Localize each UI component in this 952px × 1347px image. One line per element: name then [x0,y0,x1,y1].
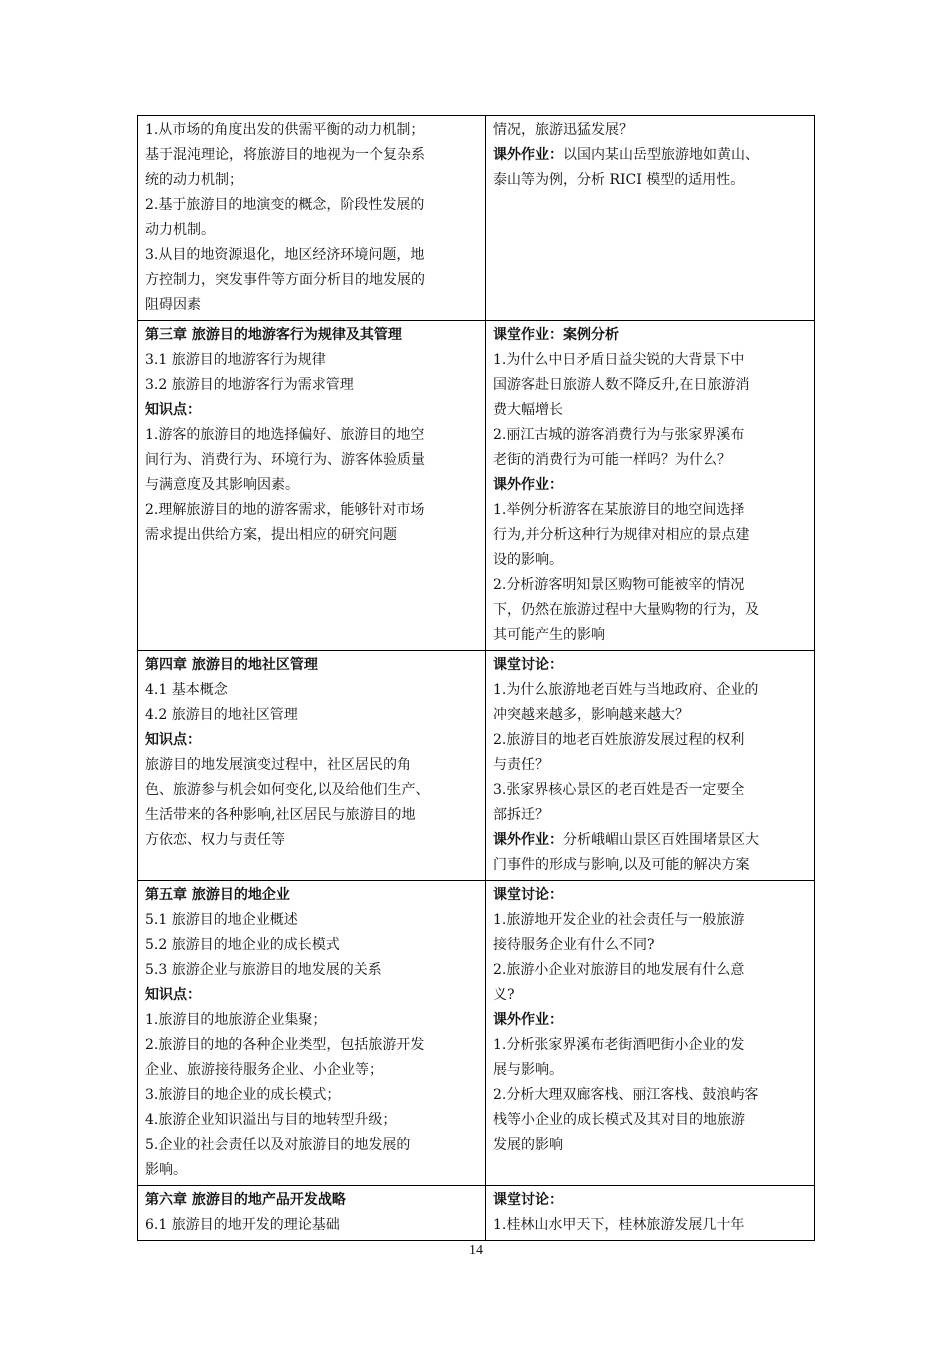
text-line [493,548,808,573]
line-text: 1.为什么旅游地老百姓与当地政府、企业的 [493,682,759,698]
line-text: 国游客赴日旅游人数不降反升,在日旅游消 [493,377,750,393]
line-text: 4.1 基本概念 [145,682,228,698]
text-line [145,293,479,318]
text-line [493,958,808,983]
bold-heading: 课堂作业：案例分析 [493,327,619,343]
text-line [493,1133,808,1158]
text-line [493,423,808,448]
chapter-content-cell [138,321,486,651]
line-text: 统的动力机制； [145,172,243,188]
line-text: 3.张家界核心景区的老百姓是否一定要全 [493,782,745,798]
text-line [145,143,479,168]
bold-heading: 课堂讨论： [493,887,563,903]
table-row [138,1186,815,1241]
text-line [145,653,479,678]
line-text: 老街的消费行为可能一样吗？为什么？ [493,452,731,468]
text-line [145,1008,479,1033]
text-line [145,703,479,728]
bold-heading: 课堂讨论： [493,657,563,673]
text-line [493,653,808,678]
text-line [145,268,479,293]
chapter-content-cell [138,116,486,321]
chapter-content-cell [138,651,486,881]
assignment-cell [486,881,815,1186]
text-line [493,883,808,908]
bold-heading: 第五章 旅游目的地企业 [145,887,290,903]
text-line [493,1033,808,1058]
line-text: 2.旅游目的地的各种企业类型，包括旅游开发 [145,1037,425,1053]
bold-heading: 第三章 旅游目的地游客行为规律及其管理 [145,327,402,343]
text-line [145,1058,479,1083]
line-text: 费大幅增长 [493,402,563,418]
bold-heading: 知识点： [145,402,201,418]
text-line [145,423,479,448]
text-line [145,1083,479,1108]
text-line [493,703,808,728]
line-text: 栈等小企业的成长模式及其对目的地旅游 [493,1112,745,1128]
text-line [145,933,479,958]
line-text: 3.2 旅游目的地游客行为需求管理 [145,377,354,393]
line-text: 需求提出供给方案，提出相应的研究问题 [145,527,397,543]
line-text: 3.从目的地资源退化，地区经济环境问题，地 [145,247,425,263]
bold-heading: 知识点： [145,732,201,748]
text-line [145,778,479,803]
text-line [493,828,808,853]
line-text: 5.2 旅游目的地企业的成长模式 [145,937,340,953]
table-row [138,881,815,1186]
text-line [145,1133,479,1158]
text-line [145,243,479,268]
text-line [145,753,479,778]
text-line [145,118,479,143]
bold-heading: 课外作业： [493,832,563,848]
line-text: 4.2 旅游目的地社区管理 [145,707,298,723]
text-line [145,168,479,193]
text-line [493,1108,808,1133]
table-body [138,116,815,1241]
line-text: 部拆迁？ [493,807,549,823]
bold-heading: 知识点： [145,987,201,1003]
line-text: 2.分析游客明知景区购物可能被宰的情况 [493,577,745,593]
text-line [493,623,808,648]
text-line [145,1158,479,1183]
line-text: 1.桂林山水甲天下，桂林旅游发展几十年 [493,1217,745,1233]
line-text: 方依恋、权力与责任等 [145,832,285,848]
text-line [493,1058,808,1083]
text-line [493,678,808,703]
bold-heading: 第六章 旅游目的地产品开发战略 [145,1192,346,1208]
line-text: 2.丽江古城的游客消费行为与张家界溪布 [493,427,745,443]
line-text: 旅游目的地发展演变过程中，社区居民的角 [145,757,411,773]
line-text: 1.从市场的角度出发的供需平衡的动力机制； [145,122,425,138]
line-text: 展与影响。 [493,1062,563,1078]
text-line [145,1108,479,1133]
text-line [145,883,479,908]
text-line [493,398,808,423]
bold-heading: 课堂讨论： [493,1192,563,1208]
text-line [145,398,479,423]
text-line [493,753,808,778]
text-line [145,958,479,983]
line-text: 1.旅游目的地旅游企业集聚； [145,1012,327,1028]
text-line [145,828,479,853]
text-line [493,933,808,958]
line-text: 2.旅游目的地老百姓旅游发展过程的权利 [493,732,745,748]
line-text: 其可能产生的影响 [493,627,605,643]
text-line [145,983,479,1008]
text-line [493,728,808,753]
line-text: 1.旅游地开发企业的社会责任与一般旅游 [493,912,745,928]
line-text: 发展的影响 [493,1137,563,1153]
syllabus-table [137,115,815,1241]
line-text: 行为,并分析这种行为规律对相应的景点建 [493,527,750,543]
line-text: 动力机制。 [145,222,215,238]
text-line [145,218,479,243]
line-text: 门事件的形成与影响,以及可能的解决方案 [493,857,750,873]
assignment-cell [486,1186,815,1241]
text-line [493,1083,808,1108]
bold-heading: 第四章 旅游目的地社区管理 [145,657,318,673]
line-text: 分析峨嵋山景区百姓围堵景区大 [563,832,759,848]
line-text: 下，仍然在旅游过程中大量购物的行为，及 [493,602,759,618]
bold-heading: 课外作业： [493,477,563,493]
line-text: 5.企业的社会责任以及对旅游目的地发展的 [145,1137,411,1153]
table-row [138,651,815,881]
bold-heading: 课外作业： [493,1012,563,1028]
text-line [493,853,808,878]
chapter-content-cell [138,881,486,1186]
text-line [493,778,808,803]
text-line [493,803,808,828]
table-row [138,321,815,651]
text-line [493,118,808,143]
text-line [145,323,479,348]
text-line [145,348,479,373]
line-text: 接待服务企业有什么不同? [493,937,655,953]
line-text: 企业、旅游接待服务企业、小企业等； [145,1062,383,1078]
line-text: 3.1 旅游目的地游客行为规律 [145,352,326,368]
line-text: 1.分析张家界溪布老街酒吧街小企业的发 [493,1037,745,1053]
text-line [493,1213,808,1238]
line-text: 4.旅游企业知识溢出与目的地转型升级； [145,1112,397,1128]
text-line [493,1008,808,1033]
table-row [138,116,815,321]
text-line [493,448,808,473]
text-line [145,193,479,218]
line-text: 基于混沌理论，将旅游目的地视为一个复杂系 [145,147,425,163]
line-text: 1.举例分析游客在某旅游目的地空间选择 [493,502,745,518]
text-line [493,168,808,193]
line-text: 以国内某山岳型旅游地如黄山、 [563,147,759,163]
line-text: 方控制力，突发事件等方面分析目的地发展的 [145,272,425,288]
text-line [145,908,479,933]
text-line [493,473,808,498]
line-text: 与满意度及其影响因素。 [145,477,299,493]
line-text: 情况，旅游迅猛发展？ [493,122,633,138]
text-line [145,1033,479,1058]
text-line [145,803,479,828]
text-line [145,473,479,498]
line-text: 色、旅游参与机会如何变化,以及给他们生产、 [145,782,430,798]
text-line [493,143,808,168]
text-line [493,908,808,933]
line-text: 2.基于旅游目的地演变的概念，阶段性发展的 [145,197,425,213]
line-text: 5.3 旅游企业与旅游目的地发展的关系 [145,962,382,978]
line-text: 阻碍因素 [145,297,201,313]
text-line [493,1188,808,1213]
chapter-content-cell [138,1186,486,1241]
text-line [493,498,808,523]
line-text: 生活带来的各种影响,社区居民与旅游目的地 [145,807,416,823]
text-line [145,678,479,703]
assignment-cell [486,116,815,321]
text-line [145,728,479,753]
line-text: 3.旅游目的地企业的成长模式； [145,1087,341,1103]
text-line [493,573,808,598]
text-line [145,523,479,548]
text-line [493,523,808,548]
line-text: 5.1 旅游目的地企业概述 [145,912,298,928]
bold-heading: 课外作业： [493,147,563,163]
page-number: 14 [469,1243,483,1258]
line-text: 2.分析大理双廊客栈、丽江客栈、鼓浪屿客 [493,1087,759,1103]
text-line [145,1213,479,1238]
line-text: 1.游客的旅游目的地选择偏好、旅游目的地空 [145,427,425,443]
text-line [493,373,808,398]
text-line [145,448,479,473]
line-text: 2.旅游小企业对旅游目的地发展有什么意 [493,962,745,978]
text-line [493,598,808,623]
text-line [493,323,808,348]
assignment-cell [486,651,815,881]
line-text: 冲突越来越多，影响越来越大？ [493,707,689,723]
line-text: 6.1 旅游目的地开发的理论基础 [145,1217,340,1233]
line-text: 1.为什么中日矛盾日益尖锐的大背景下中 [493,352,745,368]
line-text: 2.理解旅游目的地的游客需求，能够针对市场 [145,502,425,518]
line-text: 义? [493,987,515,1003]
text-line [145,1188,479,1213]
line-text: 影响。 [145,1162,187,1178]
line-text: 与责任？ [493,757,549,773]
text-line [145,498,479,523]
text-line [145,373,479,398]
line-text: 间行为、消费行为、环境行为、游客体验质量 [145,452,425,468]
text-line [493,348,808,373]
text-line [493,983,808,1008]
line-text: 设的影响。 [493,552,563,568]
line-text: 泰山等为例，分析 RICI 模型的适用性。 [493,172,745,188]
assignment-cell [486,321,815,651]
